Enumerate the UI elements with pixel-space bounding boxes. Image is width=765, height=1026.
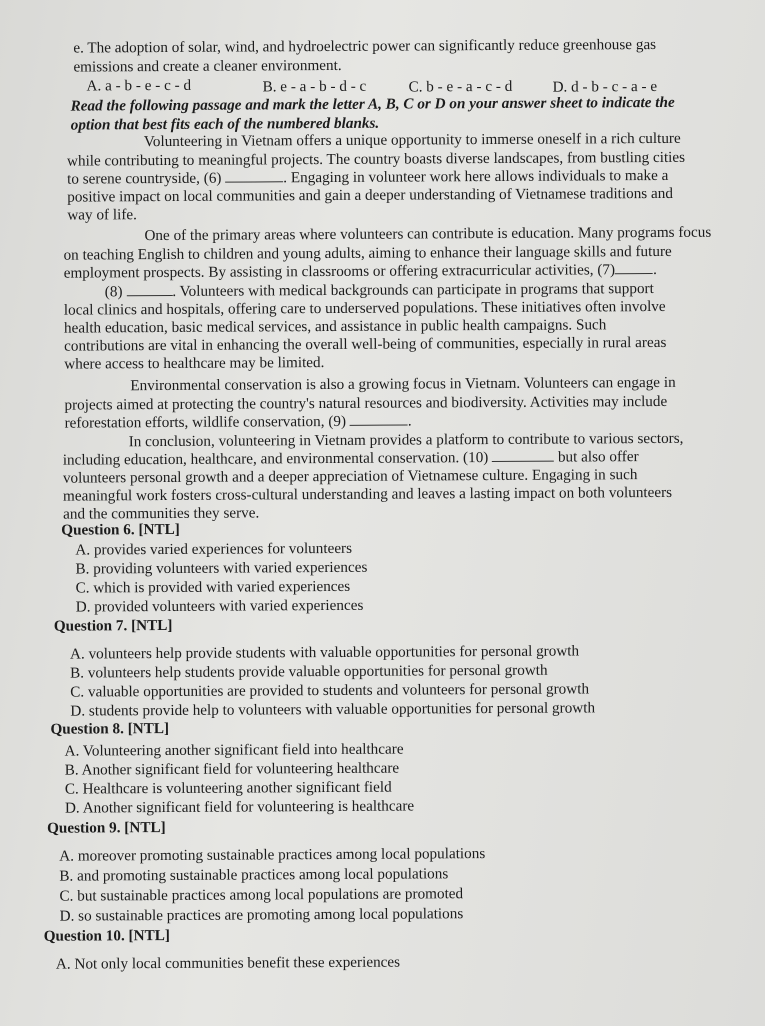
question-6-option-c[interactable]: C. which is provided with varied experiences [75, 577, 351, 597]
blank-7-tail: . [653, 260, 657, 279]
question-10-option-a[interactable]: A. Not only local communities benefit these experiences [55, 953, 401, 973]
p1-line1: Volunteering in Vietnam offers a unique opportunity to immerse oneself in a rich culture [143, 129, 681, 151]
question-7-option-c[interactable]: C. valuable opportunities are provided to students and volunteers for personal growth [70, 680, 590, 701]
p4-line5: and the communities they serve. [63, 504, 260, 523]
p3-line2: projects aimed at protecting the country's natural resources and biodiversity. Activities may include [64, 392, 668, 414]
item-e-line2: emissions and create a cleaner environment. [73, 56, 342, 76]
question-7-option-b[interactable]: B. volunteers help students provide valuable opportunities for personal growth [70, 661, 548, 682]
prev-option-d: D. d - b - c - a - e [552, 77, 658, 96]
question-10-label: Question 10. [NTL] [43, 926, 170, 945]
p4-line4: meaningful work fosters cross-cultural understanding and leaves a lasting impact on both volunteers [62, 483, 673, 505]
blank-6-tail: . Engaging in volunteer work here allows individuals to make a [283, 166, 669, 187]
item-e-line1: e. The adoption of solar, wind, and hydroelectric power can significantly reduce greenhouse gas [73, 35, 657, 57]
p2-line8: where access to healthcare may be limited. [64, 354, 325, 373]
p2-line3 [64, 261, 657, 283]
prev-option-b: B. e - a - b - d - c [262, 77, 367, 96]
prev-option-a: A. a - b - e - c - d [86, 76, 192, 95]
question-8-option-a[interactable]: A. Volunteering another significant field into healthcare [64, 740, 404, 760]
blank-8-label: (8) [104, 283, 123, 301]
p1-line5: way of life. [67, 206, 137, 224]
blank-9-lead: reforestation efforts, wildlife conservation, (9) [64, 412, 347, 432]
blank-8-tail: . Volunteers with medical backgrounds can participate in programs that support [172, 280, 654, 300]
p2-line6: health education, basic medical services, and assistance in public health campaigns. Such [63, 316, 607, 337]
question-7-label: Question 7. [NTL] [53, 616, 173, 635]
question-7-option-a[interactable]: A. volunteers help provide students with valuable opportunities for personal growth [69, 642, 580, 663]
question-8-option-d[interactable]: D. Another significant field for volunteering is healthcare [64, 797, 415, 817]
blank-7 [615, 261, 653, 274]
question-6-option-d[interactable]: D. provided volunteers with varied experiences [75, 596, 364, 616]
p1-line2: while contributing to meaningful projects. The country boasts diverse landscapes, from bustling cities [66, 148, 686, 170]
question-9-label: Question 9. [NTL] [47, 819, 166, 837]
question-6-option-a[interactable]: A. provides varied experiences for volunteers [75, 539, 353, 559]
prev-option-c: C. b - e - a - c - d [408, 77, 513, 96]
question-9-option-a[interactable]: A. moreover promoting sustainable practices among local populations [59, 845, 486, 865]
blank-7-lead: employment prospects. By assisting in classrooms or offering extracurricular activities, (7) [63, 261, 616, 282]
blank-9-tail: . [407, 412, 412, 430]
question-8-label: Question 8. [NTL] [50, 719, 170, 738]
question-7-option-d[interactable]: D. students provide help to volunteers with valuable opportunities for personal growth [70, 699, 596, 720]
blank-10 [492, 449, 554, 462]
p2-line2: on teaching English to children and young adults, aiming to enhance their language skills and future [63, 242, 672, 264]
p2-line1: One of the primary areas where volunteers can contribute is education. Many programs focus [144, 223, 712, 245]
p3-line3 [65, 412, 412, 432]
instruction-line1: Read the following passage and mark the letter A, B, C or D on your answer sheet to indicate the [70, 93, 675, 115]
p4-line3: volunteers personal growth and a deeper appreciation of Vietnamese culture. Engaging in such [62, 466, 638, 487]
question-9-option-b[interactable]: B. and promoting sustainable practices among local populations [59, 865, 449, 885]
question-9-option-d[interactable]: D. so sustainable practices are promoting among local populations [59, 905, 464, 925]
question-6-label: Question 6. [NTL] [61, 520, 180, 539]
blank-9 [350, 413, 408, 426]
blank-8 [126, 283, 172, 296]
blank-10-lead: including education, healthcare, and environmental conservation. (10) [62, 449, 489, 469]
instruction-line2: option that best fits each of the numbered blanks. [70, 114, 380, 134]
blank-10-tail: but also offer [557, 448, 639, 466]
p2-line5: local clinics and hospitals, offering care to underserved populations. These initiatives often involve [63, 297, 666, 319]
p1-line4: positive impact on local communities and gain a deeper understanding of Vietnamese traditions and [67, 184, 673, 206]
p3-line1: Environmental conservation is also a growing focus in Vietnam. Volunteers can engage in [130, 373, 676, 395]
question-6-option-b[interactable]: B. providing volunteers with varied experiences [75, 558, 368, 578]
question-8-option-c[interactable]: C. Healthcare is volunteering another significant field [64, 778, 392, 798]
question-9-option-c[interactable]: C. but sustainable practices among local populations are promoted [59, 885, 464, 905]
blank-6-lead: to serene countryside, (6) [67, 169, 222, 188]
question-8-option-b[interactable]: B. Another significant field for volunteering healthcare [64, 759, 400, 779]
p4-line1: In conclusion, volunteering in Vietnam provides a platform to contribute to various sectors, [128, 429, 684, 451]
p2-line7: contributions are vital in enhancing the overall well-being of communities, especially in rural areas [64, 333, 667, 355]
blank-6 [225, 169, 283, 182]
